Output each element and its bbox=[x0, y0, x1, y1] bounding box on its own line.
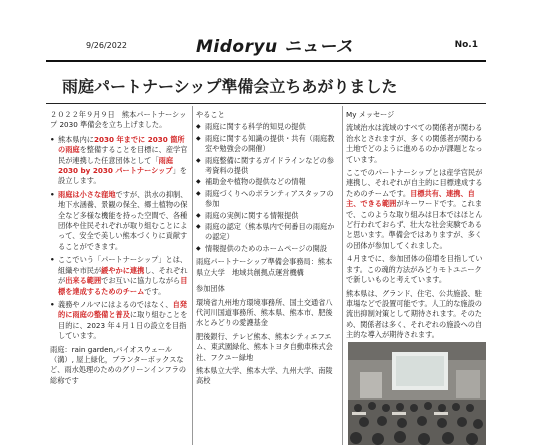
top-divider bbox=[46, 60, 486, 62]
secretariat-text: 雨庭パートナーシップ準備会事務局：熊本県立大学 地域共創拠点運営機構 bbox=[196, 257, 333, 277]
body-text: 義務やノルマにはよるのではなく、 bbox=[58, 299, 173, 309]
body-text: です。 bbox=[144, 286, 166, 296]
meeting-photo-image bbox=[348, 342, 486, 445]
bullet-item bbox=[50, 135, 188, 187]
list-item: ◆ 雨庭の実例に関する情報提供 bbox=[196, 211, 339, 221]
highlight-text: 2030 年までに 2030 箇所の雨庭 bbox=[58, 134, 185, 155]
column-activities bbox=[196, 110, 339, 387]
list-item: ◆ 補助金や植物の提供などの情報 bbox=[196, 177, 339, 187]
list-item: ◆ 情報提供のためのホームページの開設 bbox=[196, 244, 339, 254]
list-item: ◆ 雨庭整備に関するガイドラインなどの参考資料の提供 bbox=[196, 156, 339, 177]
body-text: 熊本県内に bbox=[58, 134, 94, 144]
body-text: がキーワードです。これまで、このような取り組みは日本ではほとんど行われておらず、壮大な社会実験であると思います。準備会ではありますが、多くの団体が参加してくれました。 bbox=[346, 199, 483, 250]
body-text: ですが、洪水の抑制、地下水涵養、景観の保全、郷土植物の保全など多様な機能を持った空間で、各種団体や住民それぞれが取り組むことによって、安全で美しい熊本づくりに貢献することができます。 bbox=[58, 189, 188, 251]
highlight-text: 目標共有、連携、自主、できる範囲 bbox=[346, 188, 475, 209]
headline: 雨庭パートナーシップ準備会立ちあがりました bbox=[62, 77, 398, 96]
issue-number: No.1 bbox=[454, 40, 478, 50]
body-text: でお互いに協力しながら bbox=[101, 276, 181, 286]
body-text: ここでいう「パートナーシップ」とは、組織や市民が bbox=[58, 255, 188, 275]
column-divider-1 bbox=[192, 106, 193, 445]
body-text: に取り組むことを目的に、2023 年４月１日の設立を目指しています。 bbox=[58, 310, 188, 341]
list-item: ◆ 雨庭の認定（熊本県内で何番目の雨庭かの認定） bbox=[196, 222, 339, 243]
message-title: My メッセージ bbox=[346, 110, 395, 119]
rain-garden-note: 雨庭：rain garden,バイオスウェール（溝）, 屋上緑化，ブランターボックスなど、雨水処理のためのグリーンインフラの総称です bbox=[50, 344, 187, 385]
headline-divider bbox=[46, 103, 486, 104]
body-text: 」を設立します。 bbox=[58, 166, 187, 186]
members-companies: 肥後銀行、テレビ熊本、熊本シティエフエム、東武園緑化、熊本トヨタ自動車株式会社、フクユー緑地 bbox=[196, 331, 333, 362]
members-heading: 参加団体 bbox=[196, 284, 225, 294]
bullet-item bbox=[50, 300, 188, 342]
body-text: ここでのパートナーシップとは産学官民が連携し、それぞれが自主的に目標達成するためのチームです。 bbox=[346, 168, 483, 198]
highlight-text: 緩やかに連携 bbox=[101, 265, 145, 275]
members-schools: 熊本県立大学、熊本大学、九州大学、南陵高校 bbox=[196, 365, 333, 386]
list-item: ◆ 雨庭に関する科学的知見の提供 bbox=[196, 122, 339, 132]
activities-list bbox=[196, 122, 339, 254]
column-message bbox=[346, 110, 486, 341]
message-paragraph-1: 流域治水は流域のすべての関係者が関わる治水とされますが、多くの関係者が関わる土地でどのように進めるのかが課題となっています。 bbox=[346, 123, 483, 164]
body-text: を整備することを目標に、産学官民が連携した任意団体として「 bbox=[58, 145, 188, 165]
bullet-item bbox=[50, 190, 188, 252]
highlight-text: 雨庭 2030 by 2030 パートナーシップ bbox=[58, 155, 174, 176]
column-divider-2 bbox=[342, 106, 343, 445]
message-paragraph-2 bbox=[346, 168, 486, 251]
highlight-text: 自発的に雨庭の整備と普及 bbox=[58, 299, 187, 320]
intro-paragraph: ２０２２年９月９日 熊本パートナーシップ 2030 準備会を立ち上げました。 bbox=[50, 110, 187, 130]
bullet-item bbox=[50, 255, 188, 297]
highlight-text: 出来る範囲 bbox=[65, 276, 102, 286]
activities-title: やること bbox=[196, 110, 225, 119]
message-paragraph-3: ４月までに、参加団体の倍増を目指しています。この魂的方法がみどりモトユニークで新しいものと考えています。 bbox=[346, 254, 483, 285]
highlight-text: 目標を達成するためのチーム bbox=[58, 276, 188, 296]
masthead bbox=[46, 32, 486, 62]
announcement-bullets bbox=[50, 135, 188, 342]
column-announcement bbox=[50, 110, 188, 386]
meeting-photo bbox=[348, 342, 486, 445]
newsletter-title: Midoryu ニュース bbox=[196, 37, 354, 57]
body-text: し、それぞれが bbox=[58, 265, 188, 286]
issue-date: 9/26/2022 bbox=[86, 41, 128, 50]
message-paragraph-4: 熊本県は、グランド、住宅、公共施設、駐車場などで設置可能です。人工的な施設の流出抑制対策として期待されます。そのため、関係者は多く、それぞれの施設への自主的な導入が期待されます。 bbox=[346, 288, 483, 340]
highlight-text: 雨庭は小さな窪地 bbox=[58, 189, 116, 199]
list-item: ◆ 雨庭づくりへのボランティアスタッフの参加 bbox=[196, 189, 339, 210]
list-item: ◆ 雨庭に関する知識の提供・共有（雨庭教室や勉強会の開催） bbox=[196, 134, 339, 155]
members-government: 環境省九州地方環境事務所、国土交通省八代河川国道事務所、熊本県、熊本市、肥後水とみどりの愛護基金 bbox=[196, 297, 333, 328]
